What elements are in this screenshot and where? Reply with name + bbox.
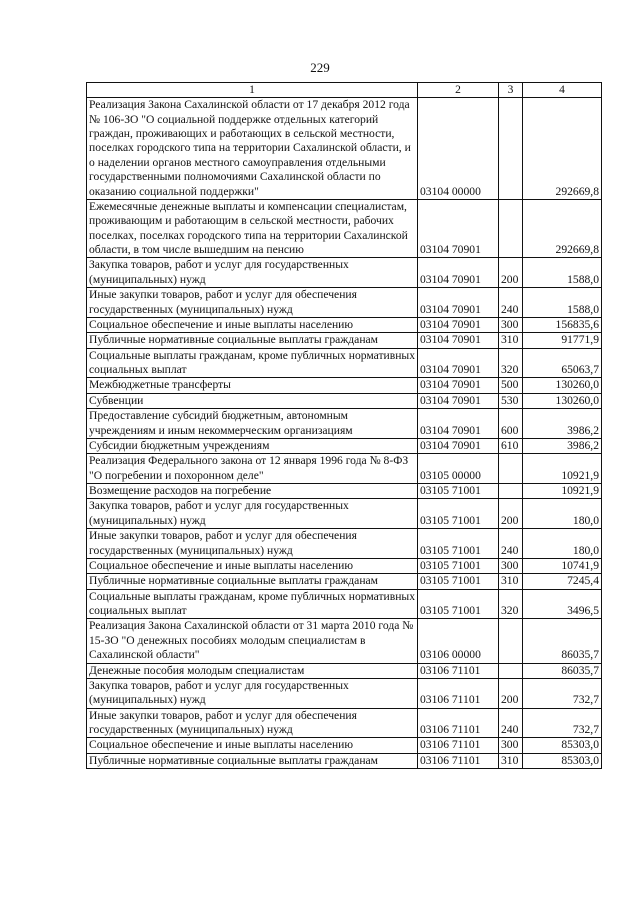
row-expense-type-cell	[499, 454, 523, 484]
row-amount-cell: 3496,5	[523, 589, 602, 619]
row-expense-type-cell	[499, 199, 523, 258]
row-amount-cell: 10921,9	[523, 454, 602, 484]
row-code-cell: 03105 71001	[418, 574, 499, 589]
row-code-cell: 03104 70901	[418, 438, 499, 453]
row-name-cell: Межбюджетные трансферты	[87, 378, 418, 393]
row-amount-cell: 292669,8	[523, 199, 602, 258]
table-row	[87, 663, 602, 678]
row-code-cell: 03104 70901	[418, 258, 499, 288]
row-expense-type-cell: 320	[499, 348, 523, 378]
table-row	[87, 499, 602, 529]
row-amount-cell: 130260,0	[523, 393, 602, 408]
header-row	[87, 83, 602, 98]
row-expense-type-cell: 300	[499, 558, 523, 573]
row-code-cell: 03106 71101	[418, 708, 499, 738]
row-expense-type-cell: 240	[499, 529, 523, 559]
row-code-cell: 03104 70901	[418, 393, 499, 408]
table-row	[87, 708, 602, 738]
row-code-cell: 03105 71001	[418, 484, 499, 499]
table-row	[87, 738, 602, 753]
row-name-cell: Закупка товаров, работ и услуг для государственных (муниципальных) нужд	[87, 499, 418, 529]
row-expense-type-cell: 310	[499, 333, 523, 348]
row-expense-type-cell	[499, 619, 523, 663]
header-col-4: 4	[523, 83, 602, 98]
row-expense-type-cell: 300	[499, 317, 523, 332]
row-amount-cell: 180,0	[523, 529, 602, 559]
row-name-cell: Публичные нормативные социальные выплаты гражданам	[87, 333, 418, 348]
row-name-cell: Иные закупки товаров, работ и услуг для обеспечения государственных (муниципальных) нужд	[87, 708, 418, 738]
row-code-cell: 03104 70901	[418, 333, 499, 348]
row-code-cell: 03104 70901	[418, 378, 499, 393]
row-code-cell: 03104 70901	[418, 409, 499, 439]
table-row	[87, 484, 602, 499]
row-name-cell: Реализация Федерального закона от 12 января 1996 года № 8-ФЗ "О погребении и похоронном деле"	[87, 454, 418, 484]
row-amount-cell: 1588,0	[523, 258, 602, 288]
row-amount-cell: 86035,7	[523, 663, 602, 678]
table-row	[87, 529, 602, 559]
row-amount-cell: 732,7	[523, 708, 602, 738]
table-row	[87, 753, 602, 768]
budget-table	[86, 82, 602, 769]
row-expense-type-cell: 200	[499, 678, 523, 708]
row-expense-type-cell: 310	[499, 753, 523, 768]
row-amount-cell: 7245,4	[523, 574, 602, 589]
row-amount-cell: 180,0	[523, 499, 602, 529]
row-amount-cell: 91771,9	[523, 333, 602, 348]
row-name-cell: Социальное обеспечение и иные выплаты населению	[87, 738, 418, 753]
row-name-cell: Возмещение расходов на погребение	[87, 484, 418, 499]
table-row	[87, 574, 602, 589]
row-code-cell: 03105 00000	[418, 454, 499, 484]
table-row	[87, 378, 602, 393]
row-code-cell: 03106 71101	[418, 678, 499, 708]
row-code-cell: 03105 71001	[418, 558, 499, 573]
row-name-cell: Иные закупки товаров, работ и услуг для обеспечения государственных (муниципальных) нужд	[87, 288, 418, 318]
row-expense-type-cell: 200	[499, 499, 523, 529]
row-name-cell: Социальное обеспечение и иные выплаты населению	[87, 317, 418, 332]
row-amount-cell: 65063,7	[523, 348, 602, 378]
row-expense-type-cell	[499, 663, 523, 678]
row-expense-type-cell: 500	[499, 378, 523, 393]
row-code-cell: 03104 70901	[418, 199, 499, 258]
table-row	[87, 317, 602, 332]
table-row	[87, 454, 602, 484]
row-code-cell: 03105 71001	[418, 499, 499, 529]
row-amount-cell: 86035,7	[523, 619, 602, 663]
row-name-cell: Закупка товаров, работ и услуг для государственных (муниципальных) нужд	[87, 258, 418, 288]
row-expense-type-cell: 320	[499, 589, 523, 619]
table-row	[87, 438, 602, 453]
row-name-cell: Публичные нормативные социальные выплаты гражданам	[87, 753, 418, 768]
table-row	[87, 558, 602, 573]
row-expense-type-cell: 600	[499, 409, 523, 439]
row-name-cell: Субсидии бюджетным учреждениям	[87, 438, 418, 453]
row-name-cell: Денежные пособия молодым специалистам	[87, 663, 418, 678]
row-code-cell: 03106 71101	[418, 663, 499, 678]
row-expense-type-cell: 240	[499, 288, 523, 318]
header-col-1: 1	[87, 83, 418, 98]
row-code-cell: 03105 71001	[418, 589, 499, 619]
row-name-cell: Предоставление субсидий бюджетным, автономным учреждениям и иным некоммерческим организациям	[87, 409, 418, 439]
row-expense-type-cell: 200	[499, 258, 523, 288]
row-expense-type-cell: 300	[499, 738, 523, 753]
row-code-cell: 03106 71101	[418, 753, 499, 768]
row-amount-cell: 130260,0	[523, 378, 602, 393]
row-amount-cell: 3986,2	[523, 438, 602, 453]
table-row	[87, 589, 602, 619]
row-expense-type-cell	[499, 484, 523, 499]
table-row	[87, 258, 602, 288]
table-row	[87, 333, 602, 348]
table-row	[87, 619, 602, 663]
header-col-2: 2	[418, 83, 499, 98]
row-amount-cell: 3986,2	[523, 409, 602, 439]
row-name-cell: Реализация Закона Сахалинской области от 17 декабря 2012 года № 106-ЗО "О социальной поддержке отдельных категорий граждан, проживающих и работающих в сельской местности, поселках городского типа на территории Сахалинской области, и о наделении органов местного самоуправления отдельными государственными полномочиями Сахалинской области по оказанию социальной поддержки"	[87, 98, 418, 200]
table-row	[87, 409, 602, 439]
row-name-cell: Социальные выплаты гражданам, кроме публичных нормативных социальных выплат	[87, 589, 418, 619]
row-code-cell: 03104 00000	[418, 98, 499, 200]
row-amount-cell: 10741,9	[523, 558, 602, 573]
table-row	[87, 288, 602, 318]
page-number: 229	[310, 60, 330, 75]
row-amount-cell: 10921,9	[523, 484, 602, 499]
row-amount-cell: 85303,0	[523, 738, 602, 753]
row-expense-type-cell: 240	[499, 708, 523, 738]
table-row	[87, 348, 602, 378]
row-name-cell: Социальные выплаты гражданам, кроме публичных нормативных социальных выплат	[87, 348, 418, 378]
table-row	[87, 393, 602, 408]
table-row	[87, 199, 602, 258]
row-code-cell: 03104 70901	[418, 288, 499, 318]
row-code-cell: 03104 70901	[418, 317, 499, 332]
row-name-cell: Реализация Закона Сахалинской области от 31 марта 2010 года № 15-ЗО "О денежных пособиях молодым специалистам в Сахалинской области"	[87, 619, 418, 663]
row-amount-cell: 85303,0	[523, 753, 602, 768]
row-amount-cell: 156835,6	[523, 317, 602, 332]
row-expense-type-cell	[499, 98, 523, 200]
table-row	[87, 678, 602, 708]
row-expense-type-cell: 310	[499, 574, 523, 589]
row-name-cell: Субвенции	[87, 393, 418, 408]
row-name-cell: Социальное обеспечение и иные выплаты населению	[87, 558, 418, 573]
row-expense-type-cell: 530	[499, 393, 523, 408]
header-col-3: 3	[499, 83, 523, 98]
row-amount-cell: 1588,0	[523, 288, 602, 318]
row-amount-cell: 732,7	[523, 678, 602, 708]
table-row	[87, 98, 602, 200]
row-name-cell: Публичные нормативные социальные выплаты гражданам	[87, 574, 418, 589]
row-code-cell: 03106 71101	[418, 738, 499, 753]
row-name-cell: Ежемесячные денежные выплаты и компенсации специалистам, проживающим и работающим в сельской местности, рабочих поселках, поселках городского типа на территории Сахалинской области, в том числе вышедшим на пенсию	[87, 199, 418, 258]
row-expense-type-cell: 610	[499, 438, 523, 453]
row-code-cell: 03105 71001	[418, 529, 499, 559]
row-code-cell: 03106 00000	[418, 619, 499, 663]
row-code-cell: 03104 70901	[418, 348, 499, 378]
row-name-cell: Закупка товаров, работ и услуг для государственных (муниципальных) нужд	[87, 678, 418, 708]
row-amount-cell: 292669,8	[523, 98, 602, 200]
row-name-cell: Иные закупки товаров, работ и услуг для обеспечения государственных (муниципальных) нужд	[87, 529, 418, 559]
